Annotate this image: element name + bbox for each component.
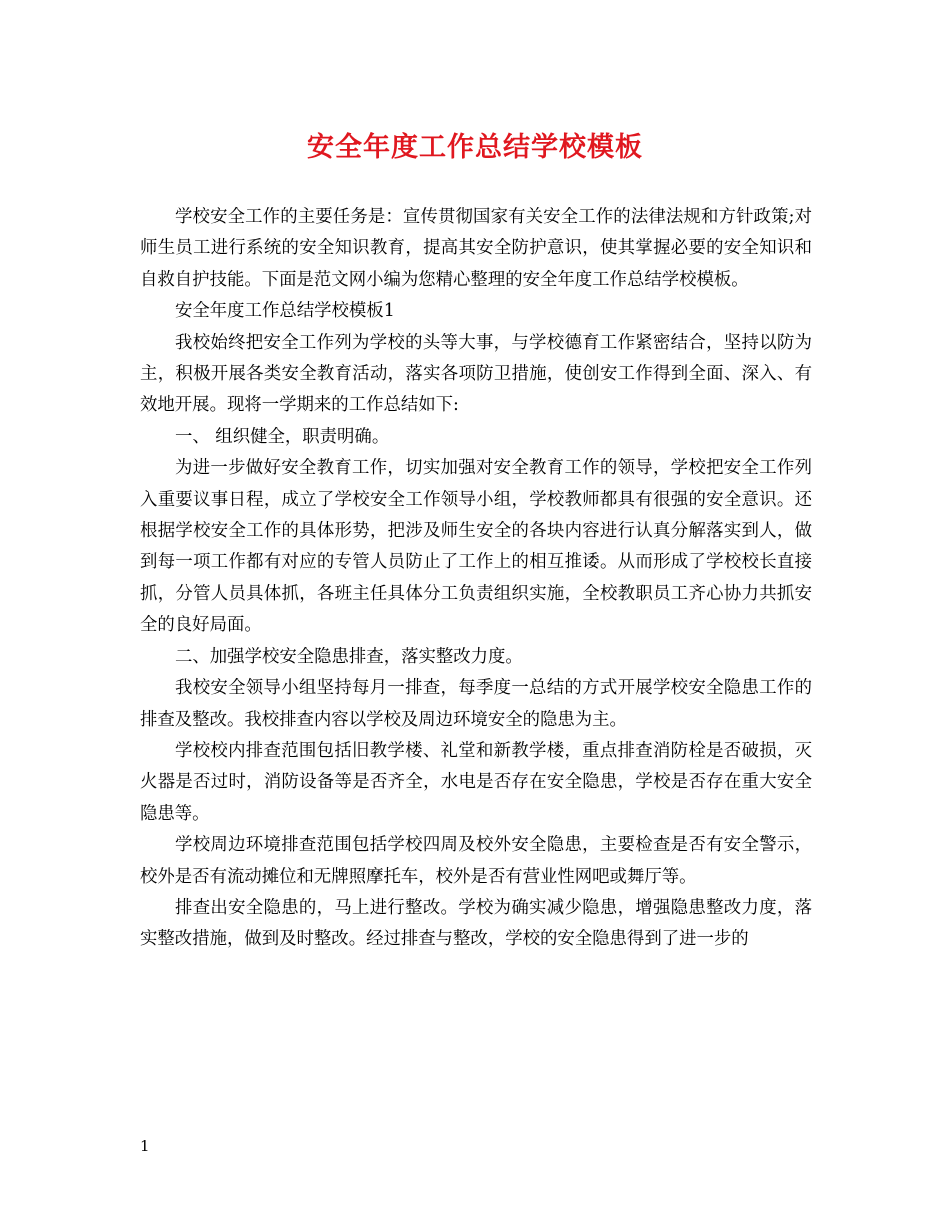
body-paragraph: 排查出安全隐患的，马上进行整改。学校为确实减少隐患，增强隐患整改力度，落实整改措施，做到及时整改。经过排查与整改，学校的安全隐患得到了进一步的 <box>140 897 812 950</box>
body-paragraph: 为进一步做好安全教育工作，切实加强对安全教育工作的领导，学校把安全工作列入重要议事日程，成立了学校安全工作领导小组，学校教师都具有很强的安全意识。还根据学校安全工作的具体形势，把涉及师生安全的各块内容进行认真分解落实到人，做到每一项工作都有对应的专管人员防止了工作上的相互推诿。从而形成了学校校长直接抓，分管人员具体抓，各班主任具体分工负责组织实施，全校教职员工齐心协力共抓安全的良好局面。 <box>140 458 812 636</box>
body-paragraph: 我校始终把安全工作列为学校的头等大事，与学校德育工作紧密结合，坚持以防为主，积极开展各类安全教育活动，落实各项防卫措施，使创安工作得到全面、深入、有效地开展。现将一学期来的工作总结如下: <box>140 332 812 416</box>
document-body <box>140 202 812 956</box>
body-paragraph: 学校周边环境排查范围包括学校四周及校外安全隐患，主要检查是否有安全警示，校外是否有流动摊位和无牌照摩托车，校外是否有营业性网吧或舞厅等。 <box>140 835 812 887</box>
body-paragraph: 学校校内排查范围包括旧教学楼、礼堂和新教学楼，重点排查消防栓是否破损，灭火器是否过时，消防设备等是否齐全，水电是否存在安全隐患，学校是否存在重大安全隐患等。 <box>140 740 812 824</box>
section-heading-template-1: 安全年度工作总结学校模板1 <box>175 301 395 322</box>
intro-paragraph: 学校安全工作的主要任务是：宣传贯彻国家有关安全工作的法律法规和方针政策;对师生员工进行系统的安全知识教育，提高其安全防护意识，使其掌握必要的安全知识和自救自护技能。下面是范文网小编为您精心整理的安全年度工作总结学校模板。 <box>140 207 812 290</box>
section-heading-organization: 一、 组织健全，职责明确。 <box>175 426 390 447</box>
page-number: 1 <box>140 1137 150 1155</box>
body-paragraph: 我校安全领导小组坚持每月一排查，每季度一总结的方式开展学校安全隐患工作的排查及整改。我校排查内容以学校及周边环境安全的隐患为主。 <box>140 678 812 730</box>
document-title: 安全年度工作总结学校模板 <box>307 132 643 163</box>
section-heading-hazard-inspection: 二、加强学校安全隐患排查，落实整改力度。 <box>175 646 523 667</box>
